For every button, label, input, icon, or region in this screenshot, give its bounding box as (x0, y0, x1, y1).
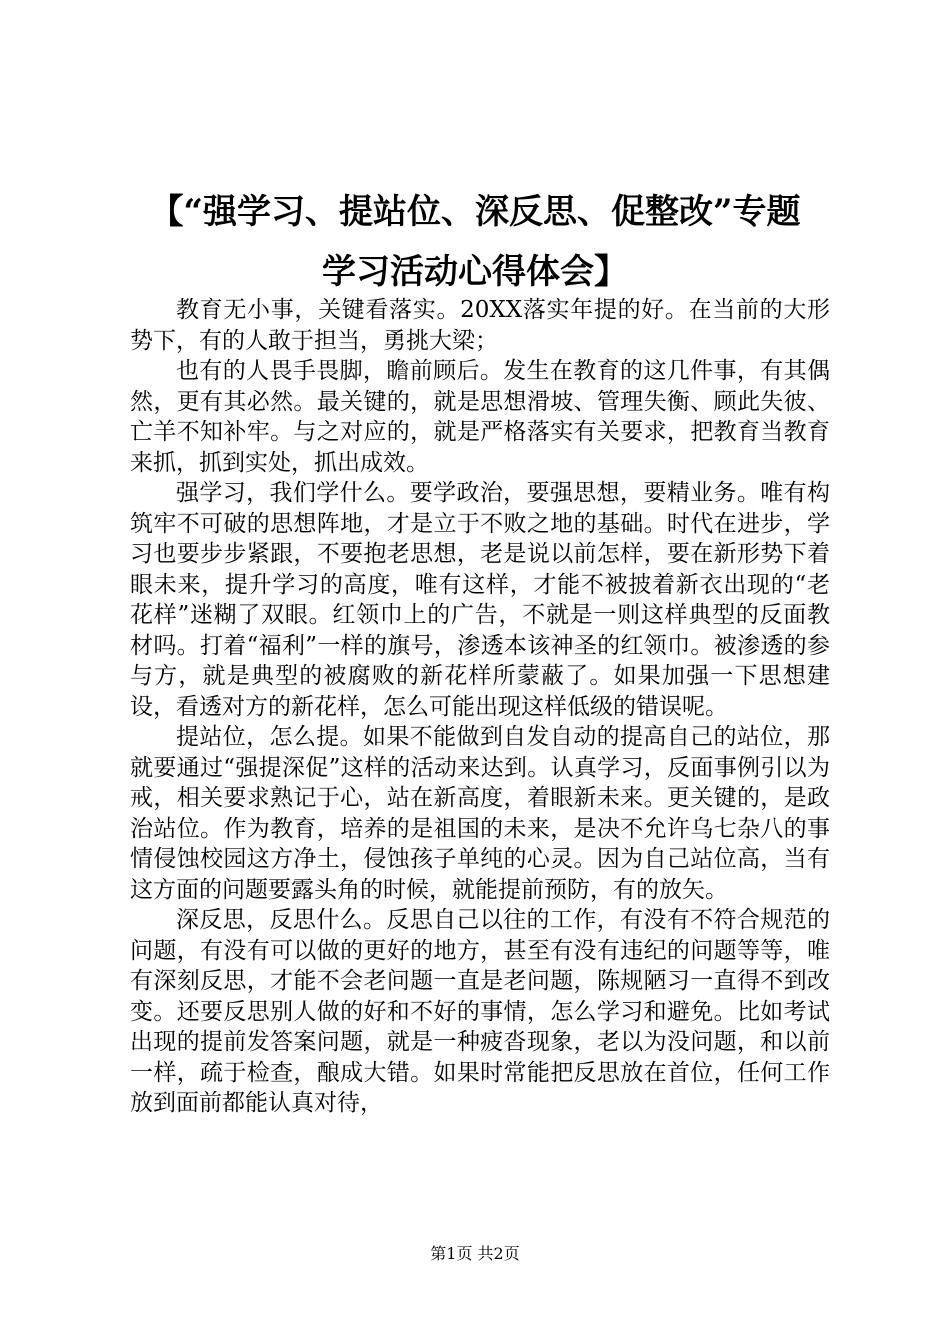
document-body (130, 295, 830, 1119)
paragraph-4: 提站位，怎么提。如果不能做到自发自动的提高自己的站位，那就要通过“强提深促”这样的活动来达到。认真学习，反面事例引以为戒，相关要求熟记于心，站在新高度，着眼新未来。更关键的，是政治站位。作为教育，培养的是祖国的未来，是决不允许乌七杂八的事情侵蚀校园这方净土，侵蚀孩子单纯的心灵。因为自己站位高，当有这方面的问题要露头角的时候，就能提前预防，有的放矢。 (130, 724, 830, 903)
paragraph-1: 教育无小事，关键看落实。20XX落实年提的好。在当前的大形势下，有的人敢于担当，勇挑大梁； (130, 297, 830, 354)
paragraph-5: 深反思，反思什么。反思自己以往的工作，有没有不符合规范的问题，有没有可以做的更好的地方，甚至有没有违纪的问题等等，唯有深刻反思，才能不会老问题一直是老问题，陈规陋习一直得不到改变。还要反思别人做的好和不好的事情，怎么学习和避免。比如考试出现的提前发答案问题，就是一种疲沓现象，老以为没问题，和以前一样，疏于检查，酿成大错。如果时常能把反思放在首位，任何工作放到面前都能认真对待， (130, 907, 830, 1116)
page-number: 第1页 共2页 (430, 1244, 520, 1263)
title-line-1: 【“强学习、提站位、深反思、促整改”专题 (149, 192, 801, 232)
paragraph-2: 也有的人畏手畏脚，瞻前顾后。发生在教育的这几件事，有其偶然，更有其必然。最关键的，就是思想滑坡、管理失衡、顾此失彼、亡羊不知补牢。与之对应的，就是严格落实有关要求，把教育当教育来抓，抓到实处，抓出成效。 (130, 358, 830, 476)
document-title (110, 182, 840, 302)
title-line-2: 学习活动心得体会】 (322, 252, 628, 292)
paragraph-3: 强学习，我们学什么。要学政治，要强思想，要精业务。唯有构筑牢不可破的思想阵地，才是立于不败之地的基础。时代在进步，学习也要步步紧跟，不要抱老思想，老是说以前怎样，要在新形势下着眼未来，提升学习的高度，唯有这样，才能不被披着新衣出现的“老花样”迷糊了双眼。红领巾上的广告，不就是一则这样典型的反面教材吗。打着“福利”一样的旗号，渗透本该神圣的红领巾。被渗透的参与方，就是典型的被腐败的新花样所蒙蔽了。如果加强一下思想建设，看透对方的新花样，怎么可能出现这样低级的错误呢。 (130, 480, 830, 720)
page-footer (0, 1244, 950, 1264)
